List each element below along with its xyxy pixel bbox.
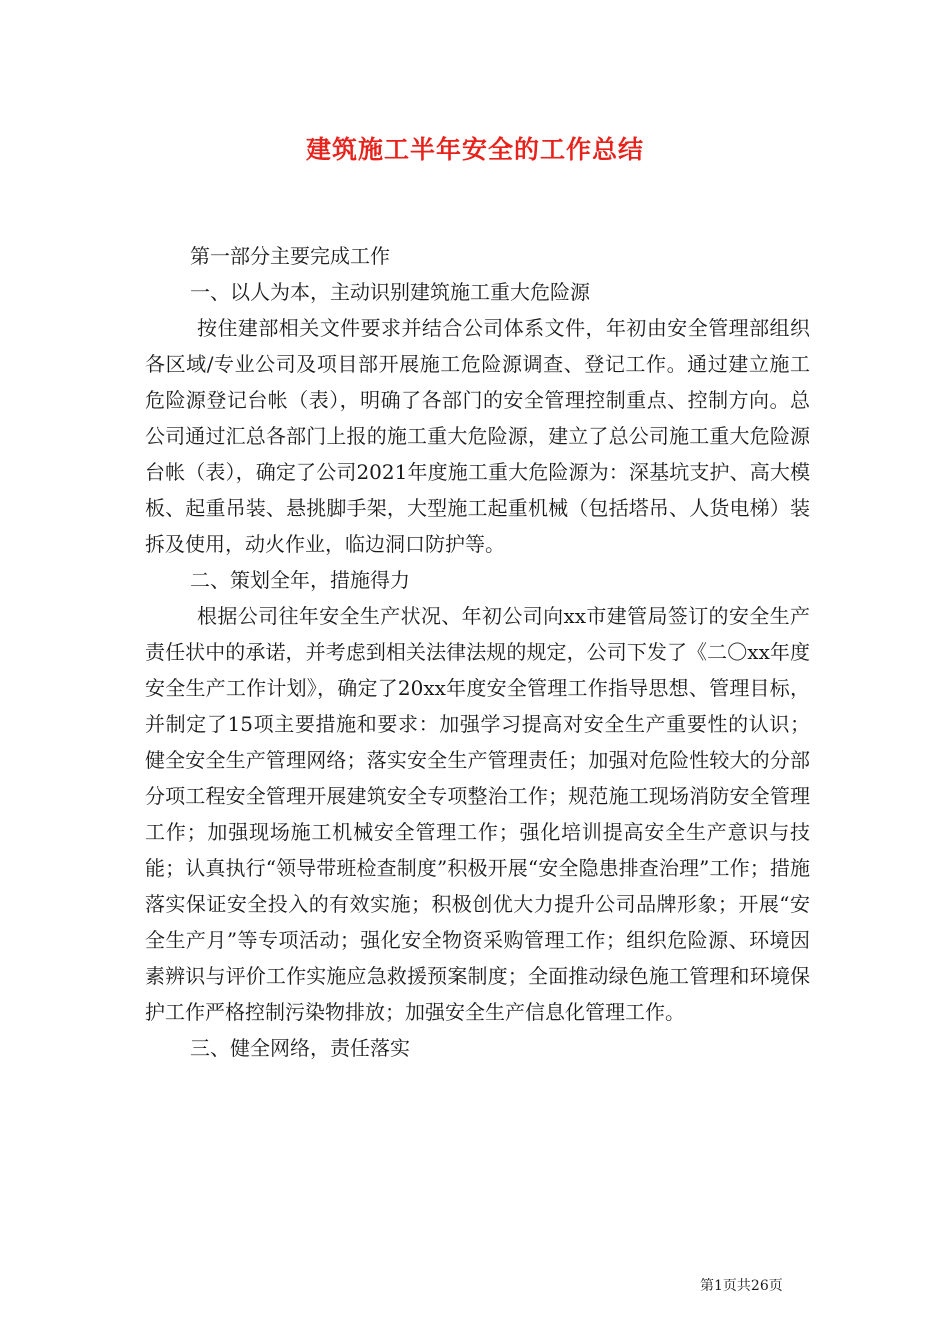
document-body bbox=[145, 238, 810, 1066]
section-heading-1: 一、以人为本，主动识别建筑施工重大危险源 bbox=[190, 280, 590, 304]
section-heading-3: 三、健全网络，责任落实 bbox=[190, 1036, 410, 1060]
document-title: 建筑施工半年安全的工作总结 bbox=[305, 135, 644, 164]
part-heading: 第一部分主要完成工作 bbox=[190, 244, 390, 268]
section-paragraph-1: 按住建部相关文件要求并结合公司体系文件，年初由安全管理部组织各区域/专业公司及项目部开展施工危险源调查、登记工作。通过建立施工危险源登记台帐（表），明确了各部门的安全管理控制重点、控制方向。总公司通过汇总各部门上报的施工重大危险源，建立了总公司施工重大危险源台帐（表），确定了公司2021年度施工重大危险源为：深基坑支护、高大模板、起重吊装、悬挑脚手架，大型施工起重机械（包括塔吊、人货电梯）装拆及使用，动火作业，临边洞口防护等。 bbox=[145, 316, 810, 556]
section-paragraph-2: 根据公司往年安全生产状况、年初公司向xx市建管局签订的安全生产责任状中的承诺，并考虑到相关法律法规的规定，公司下发了《二〇xx年度安全生产工作计划》，确定了20xx年度安全管理工作指导思想、管理目标，并制定了15项主要措施和要求：加强学习提高对安全生产重要性的认识；健全安全生产管理网络；落实安全生产管理责任；加强对危险性较大的分部分项工程安全管理开展建筑安全专项整治工作；规范施工现场消防安全管理工作；加强现场施工机械安全管理工作；强化培训提高安全生产意识与技能；认真执行“领导带班检查制度”积极开展“安全隐患排查治理”工作；措施落实保证安全投入的有效实施；积极创优大力提升公司品牌形象；开展“安全生产月”等专项活动；强化安全物资采购管理工作；组织危险源、环境因素辨识与评价工作实施应急救援预案制度；全面推动绿色施工管理和环境保护工作严格控制污染物排放；加强安全生产信息化管理工作。 bbox=[145, 604, 810, 1024]
section-heading-2: 二、策划全年，措施得力 bbox=[190, 568, 410, 592]
page-number: 第1页共26页 bbox=[700, 1278, 783, 1294]
